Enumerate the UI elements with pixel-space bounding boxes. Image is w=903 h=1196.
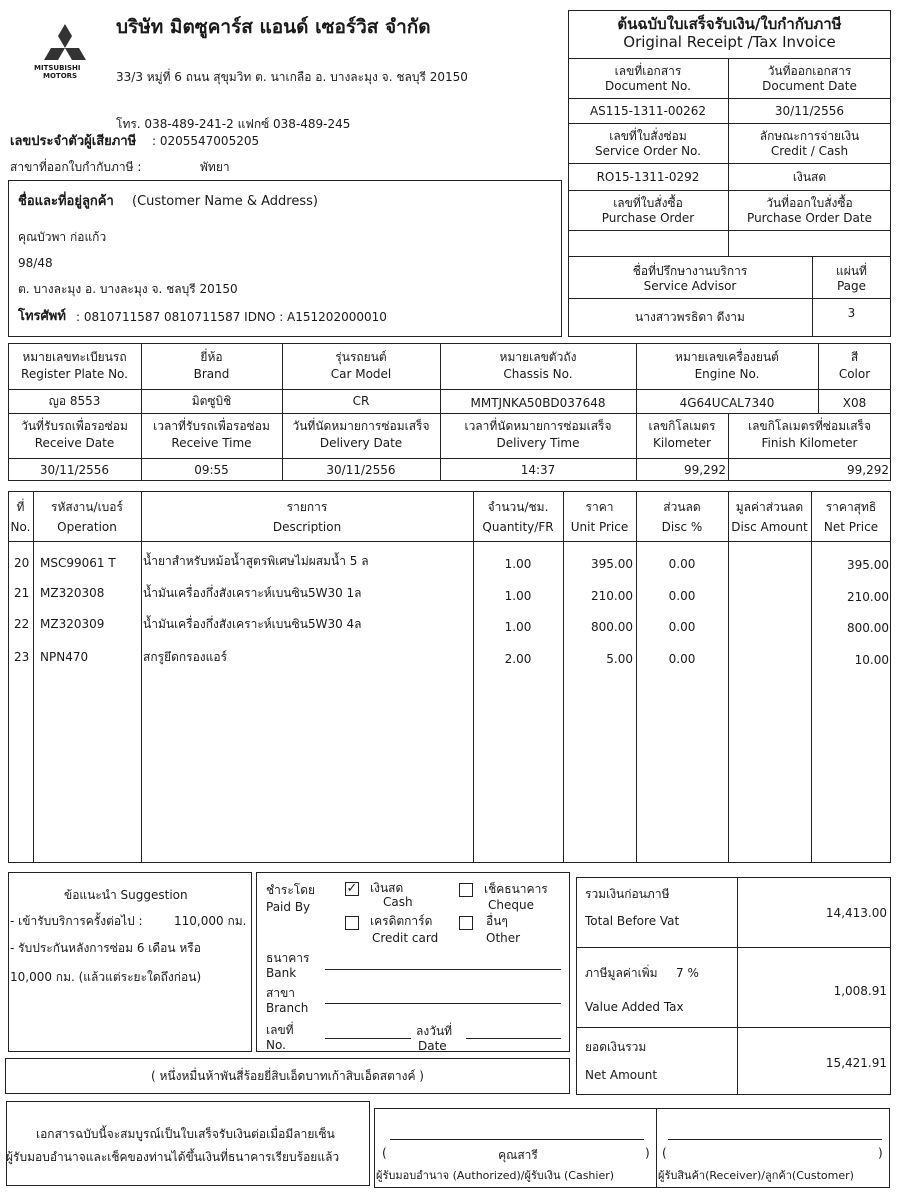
suggestion-line3: 10,000 กม. (แล้วแต่ระยะใดถึงก่อน)	[10, 970, 202, 984]
finish-km-value: 99,292	[847, 463, 889, 477]
paid-by-label-en: Paid By	[266, 900, 311, 914]
cash-label-th: เงินสด	[370, 881, 404, 895]
col-disc-header-en: Disc %	[661, 520, 703, 534]
cash-checkbox[interactable]: ✓	[346, 881, 358, 896]
col-damt-header-th: มูลค่าส่วนลด	[735, 500, 804, 514]
plate-header-en: Register Plate No.	[21, 367, 128, 381]
receive-time-header-en: Receive Time	[171, 436, 252, 450]
cheque-label-en: Cheque	[488, 898, 534, 912]
item-operation: MSC99061 T	[40, 556, 116, 570]
receive-date-header-en: Receive Date	[34, 436, 115, 450]
cheque-date-label-th: ลงวันที่	[416, 1024, 453, 1038]
vat-label-th: ภาษีมูลค่าเพิ่ม	[585, 966, 658, 980]
item-net-price: 10.00	[854, 653, 889, 667]
item-no: 21	[14, 586, 30, 600]
receive-time-value: 09:55	[194, 463, 229, 477]
bank-field[interactable]	[325, 969, 561, 970]
other-label-en: Other	[486, 931, 521, 945]
delivery-time-value: 14:37	[520, 463, 556, 477]
item-qty: 2.00	[504, 652, 532, 666]
delivery-date-header-th: วันที่นัดหมายการซ่อมเสร็จ	[292, 419, 430, 433]
receiver-close-paren: )	[878, 1146, 883, 1160]
item-operation: NPN470	[40, 650, 89, 664]
item-disc: 0.00	[668, 652, 696, 666]
cashier-name: คุณสารี	[498, 1148, 538, 1162]
item-description: น้ำมันเครื่องกึ่งสังเคราะห์เบนซิน5W30 1ล	[143, 586, 362, 600]
item-no: 20	[14, 556, 30, 570]
receiver-signature-line[interactable]	[668, 1139, 882, 1140]
brand-header-en: Brand	[193, 367, 230, 381]
doc-date-header-th: วันที่ออกเอกสาร	[767, 64, 852, 78]
item-unit-price: 210.00	[591, 589, 633, 603]
col-net-header-en: Net Price	[823, 520, 879, 534]
credit-card-checkbox[interactable]	[345, 916, 359, 930]
col-disc-header-th: ส่วนลด	[663, 500, 701, 514]
net-amount-label-th: ยอดเงินรวม	[585, 1040, 647, 1054]
company-address: 33/3 หมู่ที่ 6 ถนน สุขุมวิท ต. นาเกลือ อ. บางละมุง จ. ชลบุรี 20150	[116, 70, 468, 84]
mitsubishi-logo-icon	[30, 22, 100, 68]
advisor-header-en: Service Advisor	[643, 279, 737, 293]
customer-tel-label: โทรศัพท์	[18, 309, 66, 324]
col-op-header-en: Operation	[57, 520, 117, 534]
col-desc-header-en: Description	[272, 520, 342, 534]
doc-date-header-en: Document Date	[762, 79, 857, 93]
item-operation: MZ320309	[40, 617, 105, 631]
so-value: RO15-1311-0292	[596, 170, 700, 184]
cashier-close-paren: )	[645, 1146, 650, 1160]
item-operation: MZ320308	[40, 586, 105, 600]
receiver-label: ผู้รับสินค้า(Receiver)/ลูกค้า(Customer)	[658, 1169, 854, 1182]
delivery-date-value: 30/11/2556	[326, 463, 396, 477]
col-damt-header-en: Disc Amount	[731, 520, 808, 534]
engine-header-en: Engine No.	[694, 367, 760, 381]
doc-no-header-th: เลขที่เอกสาร	[614, 64, 682, 78]
logo-text-1: MITSUBISHI	[34, 64, 81, 72]
tax-id-value: : 0205547005205	[152, 134, 260, 148]
bank-label-th: ธนาคาร	[266, 951, 310, 965]
pay-header-th: ลักษณะการจ่ายเงิน	[759, 129, 860, 143]
col-op-header-th: รหัสงาน/เบอร์	[51, 500, 123, 514]
cheque-checkbox[interactable]	[459, 883, 473, 897]
customer-name: คุณบัวพา ก่อแก้ว	[18, 230, 107, 244]
engine-value: 4G64UCAL7340	[679, 396, 775, 410]
customer-heading-th: ชื่อและที่อยู่ลูกค้า	[18, 194, 114, 209]
model-header-th: รุ่นรถยนต์	[335, 350, 387, 364]
so-header-en: Service Order No.	[594, 144, 701, 158]
color-header-en: Color	[838, 367, 871, 381]
item-qty: 1.00	[504, 589, 532, 603]
item-net-price: 210.00	[847, 590, 889, 604]
col-qty-header-th: จำนวน/ชม.	[487, 500, 549, 514]
item-description: สกรูยึดกรองแอร์	[143, 650, 228, 664]
paid-by-label-th: ชำระโดย	[266, 883, 316, 897]
credit-label-th: เครดิตการ์ด	[370, 914, 433, 928]
cashier-signature-line[interactable]	[390, 1139, 644, 1140]
doc-no-header-en: Document No.	[605, 79, 691, 93]
suggestion-title: ข้อแนะนำ Suggestion	[64, 888, 188, 902]
color-value: X08	[842, 396, 867, 410]
receive-time-header-th: เวลาที่รับรถเพื่อรอซ่อม	[153, 419, 270, 433]
total-before-vat-label-th: รวมเงินก่อนภาษี	[585, 887, 670, 901]
receive-date-value: 30/11/2556	[39, 463, 110, 477]
plate-value: ญอ 8553	[48, 394, 101, 408]
company-logo	[30, 22, 100, 92]
chassis-header-en: Chassis No.	[503, 367, 573, 381]
col-price-header-en: Unit Price	[570, 520, 629, 534]
page-value: 3	[847, 306, 856, 320]
vat-label-en: Value Added Tax	[585, 1000, 684, 1014]
total-before-vat-value: 14,413.00	[825, 906, 887, 920]
advisor-value: นางสาวพรธิดา ดีงาม	[635, 310, 745, 324]
item-net-price: 800.00	[847, 621, 889, 635]
other-label-th: อื่นๆ	[486, 914, 508, 928]
receive-date-header-th: วันที่รับรถเพื่อรอซ่อม	[21, 419, 128, 433]
delivery-time-header-en: Delivery Time	[496, 436, 580, 450]
item-description: น้ำมันเครื่องกึ่งสังเคราะห์เบนซิน5W30 4ล	[143, 617, 362, 631]
col-no-header-th: ที่	[16, 500, 25, 514]
customer-address-1: 98/48	[18, 256, 53, 270]
doc-title-en: Original Receipt /Tax Invoice	[623, 33, 836, 51]
item-unit-price: 800.00	[591, 620, 633, 634]
tax-id-label: เลขประจำตัวผู้เสียภาษี	[10, 134, 137, 149]
cheque-label-th: เช็คธนาคาร	[484, 882, 548, 896]
col-desc-header-th: รายการ	[286, 500, 328, 514]
item-unit-price: 395.00	[591, 557, 633, 571]
footer-note-2: ผู้รับมอบอำนาจและเช็คของท่านได้ขึ้นเงินที่ธนาคารเรียบร้อยแล้ว	[6, 1150, 340, 1164]
chassis-header-th: หมายเลขตัวถัง	[499, 350, 577, 364]
doc-no-value: AS115-1311-00262	[589, 104, 707, 118]
customer-heading-en: (Customer Name & Address)	[132, 194, 318, 209]
page-header-th: แผ่นที่	[836, 264, 867, 278]
cheque-no-field[interactable]	[325, 1038, 411, 1039]
brand-value: มิตซูบิชิ	[191, 394, 232, 408]
logo-text-2: MOTORS	[43, 72, 78, 80]
col-net-header-th: ราคาสุทธิ	[825, 500, 877, 514]
vat-rate: 7 %	[676, 966, 699, 980]
cheque-no-label-th: เลขที่	[266, 1023, 294, 1037]
brand-header-th: ยี่ห้อ	[200, 350, 223, 364]
plate-header-th: หมายเลขทะเบียนรถ	[22, 350, 127, 364]
item-qty: 1.00	[504, 557, 532, 571]
col-price-header-th: ราคา	[585, 500, 614, 514]
delivery-date-header-en: Delivery Date	[319, 436, 403, 450]
col-qty-header-en: Quantity/FR	[482, 520, 554, 534]
item-disc: 0.00	[668, 557, 696, 571]
item-unit-price: 5.00	[606, 652, 633, 666]
model-header-en: Car Model	[330, 367, 392, 381]
pay-header-en: Credit / Cash	[770, 144, 849, 158]
receiver-open-paren: (	[662, 1146, 667, 1160]
customer-address-2: ต. บางละมุง อ. บางละมุง จ. ชลบุรี 20150	[18, 282, 238, 296]
po-date-header-th: วันที่ออกใบสั่งซื้อ	[766, 196, 853, 210]
cashier-open-paren: (	[382, 1146, 387, 1160]
advisor-header-th: ชื่อที่ปรึกษางานบริการ	[632, 264, 748, 278]
bank-label-en: Bank	[266, 966, 297, 980]
km-header-en: Kilometer	[653, 436, 711, 450]
pay-value: เงินสด	[792, 170, 827, 184]
net-amount-value: 15,421.91	[825, 1056, 887, 1070]
item-disc: 0.00	[668, 620, 696, 634]
branch-label-th: สาขา	[266, 986, 296, 1000]
cashier-label: ผู้รับมอบอำนาจ (Authorized)/ผู้รับเงิน (Cashier)	[376, 1169, 615, 1182]
model-value: CR	[352, 394, 370, 408]
finish-km-header-th: เลขกิโลเมตรที่ซ่อมเสร็จ	[747, 419, 872, 433]
footer-note-box	[6, 1101, 370, 1186]
km-header-th: เลขกิโลเมตร	[648, 419, 716, 433]
other-checkbox[interactable]	[459, 916, 473, 930]
total-before-vat-label-en: Total Before Vat	[585, 914, 680, 928]
net-amount-label-en: Net Amount	[585, 1068, 658, 1082]
suggestion-line2: - รับประกันหลังการซ่อม 6 เดือน หรือ	[10, 941, 201, 955]
so-header-th: เลขที่ใบสั่งซ่อม	[609, 129, 687, 143]
item-no: 23	[14, 650, 30, 664]
cheque-no-label-en: No.	[266, 1038, 286, 1052]
item-qty: 1.00	[504, 620, 532, 634]
branch-field[interactable]	[325, 1003, 561, 1004]
po-header-th: เลขที่ใบสั่งซื้อ	[613, 196, 683, 210]
company-name: บริษัท มิตซูคาร์ส แอนด์ เซอร์วิส จำกัด	[116, 16, 431, 38]
doc-title-th: ต้นฉบับใบเสร็จรับเงิน/ใบกำกับภาษี	[617, 15, 842, 33]
engine-header-th: หมายเลขเครื่องยนต์	[675, 350, 779, 364]
branch-label-en: Branch	[266, 1001, 309, 1015]
vat-value: 1,008.91	[833, 984, 887, 998]
branch-label: สาขาที่ออกใบกำกับภาษี :	[10, 160, 142, 174]
delivery-time-header-th: เวลาที่นัดหมายการซ่อมเสร็จ	[464, 419, 612, 433]
po-date-header-en: Purchase Order Date	[747, 211, 872, 225]
po-header-en: Purchase Order	[601, 211, 695, 225]
customer-tel-value: : 0810711587 0810711587 IDNO : A151202000010	[76, 310, 387, 324]
item-no: 22	[14, 617, 30, 631]
cheque-date-label-en: Date	[418, 1039, 447, 1053]
doc-date-value: 30/11/2556	[774, 104, 845, 118]
item-description: น้ำยาสำหรับหม้อน้ำสูตรพิเศษไม่ผสมน้ำ 5 ล	[143, 554, 369, 568]
chassis-value: MMTJNKA50BD037648	[470, 396, 606, 410]
suggestion-line1-value: 110,000 กม.	[174, 914, 247, 928]
amount-in-words: ( หนึ่งหมื่นห้าพันสี่ร้อยยี่สิบเอ็ดบาทเก้าสิบเอ็ดสตางค์ )	[151, 1069, 424, 1083]
cash-label-en: Cash	[383, 895, 413, 909]
suggestion-line1-label: - เข้ารับบริการครั้งต่อไป :	[10, 914, 143, 928]
cheque-date-field[interactable]	[466, 1038, 561, 1039]
item-disc: 0.00	[668, 589, 696, 603]
finish-km-header-en: Finish Kilometer	[761, 436, 858, 450]
branch-value: พัทยา	[200, 160, 230, 174]
km-value: 99,292	[684, 463, 726, 477]
item-net-price: 395.00	[847, 558, 889, 572]
color-header-th: สี	[850, 350, 859, 364]
footer-note-1: เอกสารฉบับนี้จะสมบูรณ์เป็นใบเสร็จรับเงินต่อเมื่อมีลายเซ็น	[36, 1127, 335, 1141]
page-header-en: Page	[836, 279, 867, 293]
col-no-header-en: No.	[10, 520, 31, 534]
company-phone: โทร. 038-489-241-2 แฟกซ์ 038-489-245	[116, 117, 351, 131]
credit-label-en: Credit card	[372, 931, 439, 945]
